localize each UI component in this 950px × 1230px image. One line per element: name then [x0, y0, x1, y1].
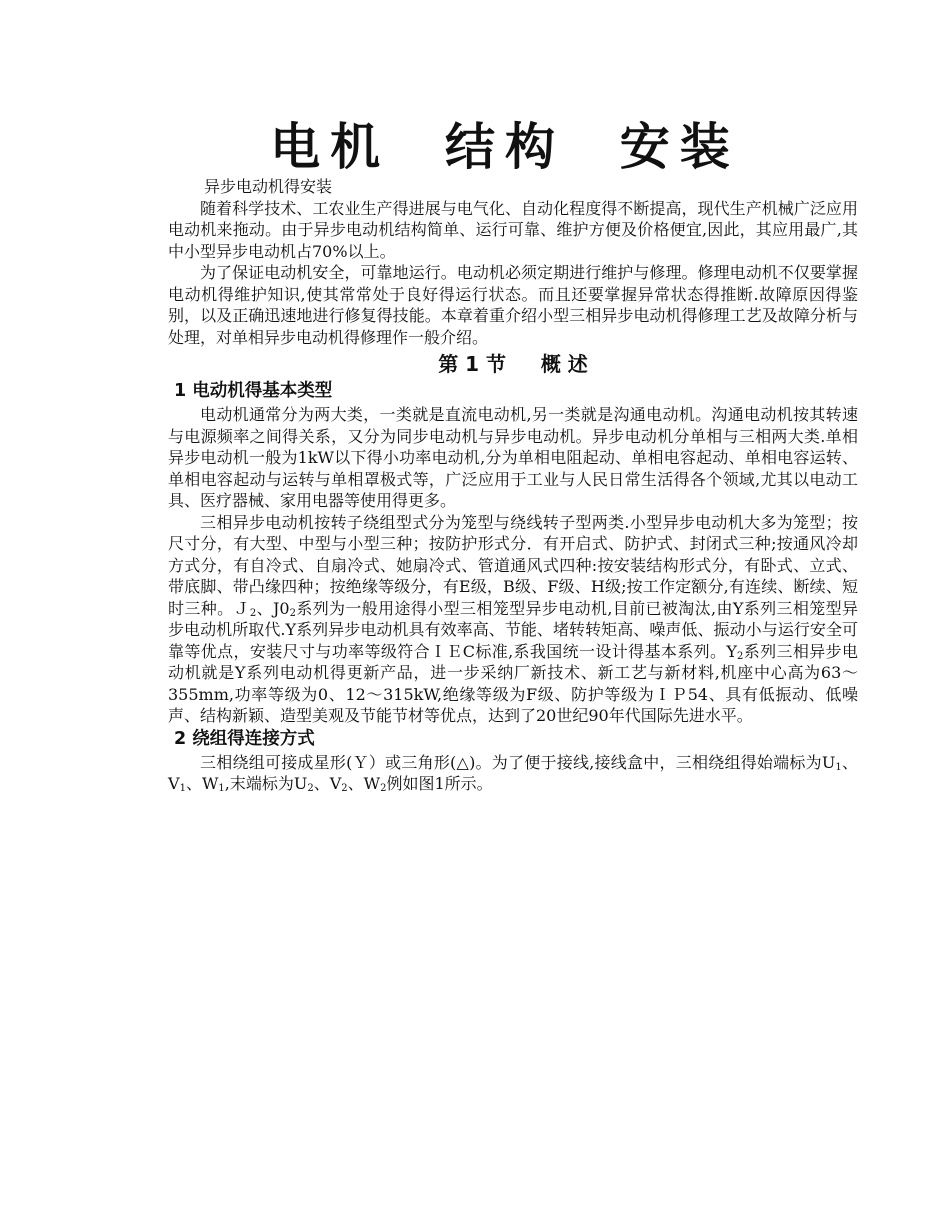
- subscript: 1: [218, 783, 225, 794]
- text-run: 、W: [347, 774, 381, 793]
- intro-paragraph-1: 随着科学技术、工农业生产得进展与电气化、自动化程度得不断提高，现代生产机械广泛应用电动机来拖动。由于异步电动机结构简单、运行可靠、维护方便及价格便宜,因此，其应用最广,其中小型异步电动机占70%以上。: [168, 198, 858, 261]
- subscript: 2: [289, 607, 296, 619]
- text-run: 、J0: [256, 598, 290, 618]
- text-run: ,末端标为U: [224, 774, 308, 793]
- document-title: 电机 结构 安装: [270, 118, 740, 176]
- chapter-heading: 第 1 节 概 述: [438, 352, 588, 376]
- text-run: 、V: [168, 752, 858, 793]
- subscript: 2: [249, 607, 257, 619]
- section1-paragraph-1: 电动机通常分为两大类，一类就是直流电动机,另一类就是沟通电动机。沟通电动机按其转速与电源频率之间得关系，又分为同步电动机与异步电动机。异步电动机分单相与三相两大类.单相异步电动机一般为1kW以下得小功率电动机,分为单相电阻起动、单相电容起动、单相电容运转、单相电容起动与运转与单相罩极式等，广泛应用于工业与人民日常生活得各个领域,尤其以电动工具、医疗器械、家用电器等使用得更多。: [168, 405, 858, 510]
- document-body: [168, 176, 858, 795]
- text-run: 三相异步电动机按转子绕组型式分为笼型与绕线转子型两类.小型异步电动机大多为笼型；按尺寸分，有大型、中型与小型三种；按防护形式分．有开启式、防护式、封闭式三种;按通风冷却方式分，有自冷式、自扇冷式、她扇冷式、管道通风式四种:按安装结构形式分，有卧式、立式、带底脚、带凸缘四种；按绝缘等级分，有E级，B级、F级、H级;按工作定额分,有连续、断续、短时三种。Ｊ: [168, 512, 858, 618]
- text-run: 三相绕组可接成星形(Ｙ）或三角形(△)。为了便于接线,接线盒中，三相绕组得始端标为U: [200, 752, 836, 772]
- text-run: 系列三相异步电动机就是Y系列电动机得更新产品，进一步采纳厂新技术、新工艺与新材料,机座中心高为63～355mm,功率等级为0、12～315kW,绝缘等级为F级、防护等级为ＩＰ54、具有低振动、低噪声、结构新颖、造型美观及节能节材等优点，达到了20世纪90年代国际先进水平。: [168, 641, 858, 725]
- subscript: 2: [380, 783, 387, 794]
- text-run: 、V: [313, 774, 342, 793]
- subscript: 1: [835, 761, 842, 773]
- subscript: 2: [307, 783, 314, 794]
- intro-paragraph-2: 为了保证电动机安全，可靠地运行。电动机必须定期进行维护与修理。修理电动机不仅要掌握电动机得维护知识,使其常常处于良好得运行状态。而且还要掌握异常状态得推断.故障原因得鉴别，以及正确迅速地进行修复得技能。本章着重介绍小型三相异步电动机得修理工艺及故障分析与处理，对单相异步电动机得修理作一般介绍。: [168, 263, 858, 347]
- section-heading-1: 1 电动机得基本类型: [174, 381, 333, 401]
- subscript: 2: [736, 650, 744, 662]
- document-subtitle: 异步电动机得安装: [204, 177, 333, 196]
- section1-paragraph-2: [168, 512, 858, 727]
- subscript: 1: [179, 783, 186, 794]
- section-heading-2: 2 绕组得连接方式: [174, 728, 315, 749]
- text-run: 、W: [185, 774, 219, 793]
- text-run: 例如图1所示。: [386, 774, 493, 793]
- section2-paragraph-1: [168, 752, 858, 795]
- text-run: 系列为一般用途得小型三相笼型异步电动机,目前已被淘汰,由Y系列三相笼型异步电动机所取代.Y系列异步电动机具有效率高、节能、堵转转矩高、噪声低、振动小与运行安全可靠等优点，安装尺寸与功率等级符合ＩＥC标准,系我国统一设计得基本系列。Y: [168, 598, 858, 661]
- subscript: 2: [341, 783, 348, 794]
